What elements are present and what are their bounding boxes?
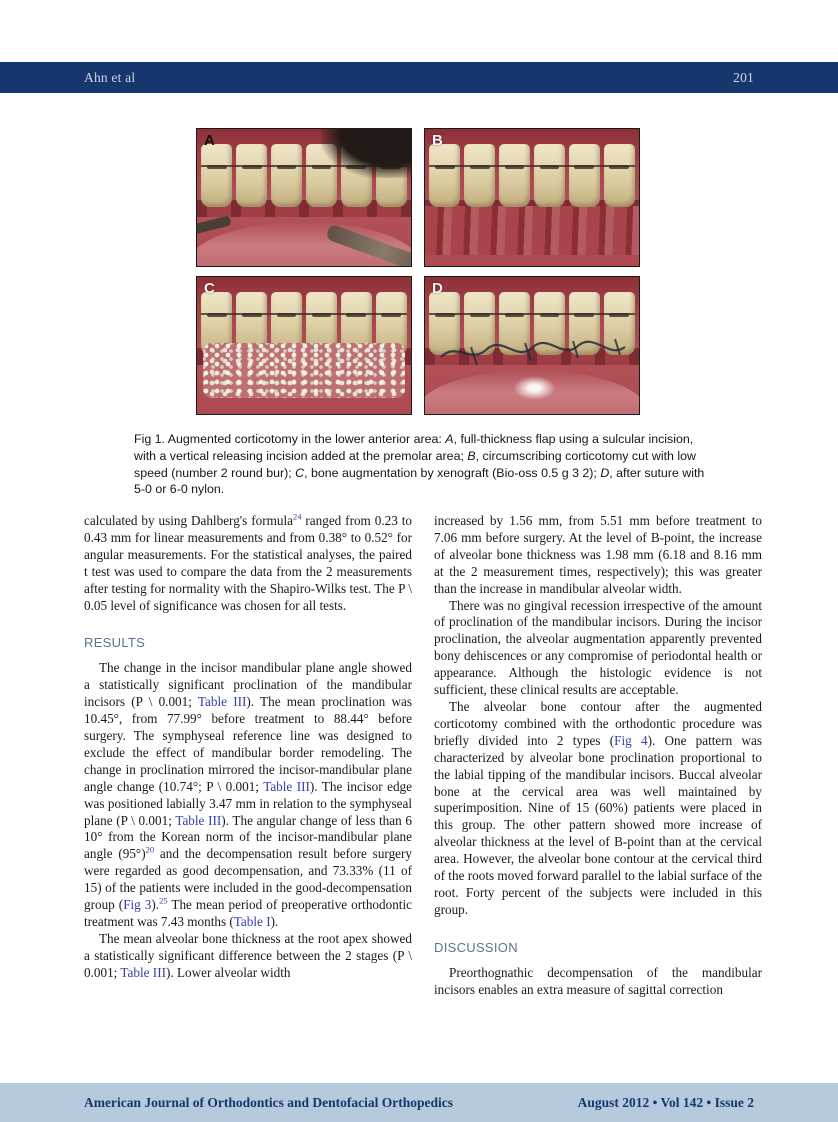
cross-reference-link[interactable]: Table III [175,812,222,828]
running-head-author: Ahn et al [84,69,136,85]
text-run: The change in the incisor mandibular plane angle showed a statistically significant proclination of the mandibular incisors (P \ 0.001; [84,660,412,710]
issue-info: August 2012 • Vol 142 • Issue 2 [577,1094,754,1110]
text-run: There was no gingival recession irrespective of the amount of proclination of the mandibular incisors. During the incisor proclination, the alveolar augmentation apparently prevented bony dehiscences or any compromise of periodontal health or appearance. Although the histologic evidence is not sufficient, these clinical results are acceptable. [434,597,762,698]
paragraph [434,598,762,699]
figure-1 [196,128,640,415]
orthodontic-wire [201,313,406,315]
text-run: increased by 1.56 mm, from 5.51 mm before treatment to 7.06 mm before surgery. At the level of B-point, the increase of alveolar bone thickness was 1.98 mm (6.18 and 8.16 mm at the 2 measurement times, respectively); this was greater than the increase in mandibular alveolar width. [434,513,762,596]
figure-panel-b [424,128,640,267]
text-run: ). The angular change of less than 6 10° from the Korean norm of the incisor-mandibular plane angle (95°) [84,812,412,862]
figure-panel-c [196,276,412,415]
figure-panel-a [196,128,412,267]
cross-reference-link[interactable]: Fig 4 [614,732,648,748]
tooth-shape [464,144,495,207]
left-column [84,513,412,998]
text-run: and the decompensation result before surgery were regarded as good decompensation, and 73.33% (11 of 15) of the patients were included in the good-decompensation group ( [84,846,412,913]
panel-label: A [204,132,215,149]
exposed-bone-texture [425,206,639,255]
footer-band [0,1083,838,1122]
tooth-shape [534,144,565,207]
reference-superscript[interactable]: 20 [145,844,155,855]
text-run: , circumscribing corticotomy cut with low speed (number 2 round bur); [134,448,696,480]
panel-label: C [204,280,215,297]
running-head-band [0,62,838,93]
text-run: , bone augmentation by xenograft (Bio-oss 0.5 g 3 2); [304,465,601,480]
orthodontic-wire [429,165,634,167]
tooth-shape [569,144,600,207]
caption-panel-letter: B [467,448,476,463]
text-run: RESULTS [84,635,146,651]
text-run: ). The incisor edge was positioned labially 3.47 mm in relation to the symphyseal plane (P \ 0.001; [84,778,412,828]
paragraph [434,965,762,999]
xenograft-material [203,343,404,398]
text-run: The mean period of preoperative orthodontic treatment was 7.43 months ( [84,897,412,929]
paragraph [84,931,412,982]
text-run: The mean alveolar bone thickness at the root apex showed a statistically significant difference between the 2 stages (P \ 0.001; [84,930,412,980]
reference-superscript[interactable]: 24 [292,511,302,522]
text-run: ). Lower alveolar width [165,964,291,980]
journal-title: American Journal of Orthodontics and Dentofacial Orthopedics [84,1094,453,1110]
paragraph [434,513,762,598]
text-run: Preorthognathic decompensation of the mandibular incisors enables an extra measure of sagittal correction [434,964,762,997]
tooth-shape [236,144,267,207]
cross-reference-link[interactable]: Fig 3 [123,897,152,913]
tooth-shape [271,144,302,207]
text-run: ranged from 0.23 to 0.43 mm for linear measurements and from 0.38° to 0.52° for angular measurements. For the statistical analyses, the paired t test was used to compare the data from the 2 measurements after testing for normality with the Shapiro-Wilks test. The P \ 0.05 level of significance was chosen for all tests. [84,513,412,613]
section-heading [84,635,412,652]
page-number: 201 [733,69,754,85]
cross-reference-link[interactable]: Table III [263,778,310,794]
paragraph [84,513,412,614]
text-run: ). The mean proclination was 10.45°, from 77.99° before treatment to 88.44° before surgery. The symphyseal reference line was designed to exclude the effect of mandibular border remodeling. The change in proclination mirrored the incisor-mandibular plane angle change (10.74°; P \ 0.001; [84,694,412,794]
paragraph [434,699,762,919]
caption-panel-letter: C [295,465,305,480]
text-run: , after suture with 5-0 or 6-0 nylon. [134,465,705,497]
article-body [84,513,762,998]
text-run: calculated by using Dahlberg's formula [84,513,293,528]
teeth-row [429,144,634,207]
paragraph [84,660,412,931]
figure-panel-d [424,276,640,415]
text-run: Fig 1. Augmented corticotomy in the lower anterior area: [134,432,446,446]
tooth-shape [429,144,460,207]
cross-reference-link[interactable]: Table I [233,913,271,929]
caption-panel-letter: A [445,432,454,446]
tooth-shape [499,144,530,207]
text-run: ). [270,913,279,929]
dental-mirror-shadow [321,129,411,178]
text-run: The alveolar bone contour after the augmented corticotomy combined with the orthodontic procedure was briefly divided into 2 types ( [434,698,762,748]
text-run: DISCUSSION [434,939,518,955]
saliva-glare [513,376,556,401]
panel-label: B [432,132,443,149]
cross-reference-link[interactable]: Table III [197,694,247,710]
text-run: , full-thickness flap using a sulcular incision, with a vertical releasing incision added at the premolar area; [134,432,694,463]
section-heading [434,940,762,957]
text-run: ). [151,897,160,913]
panel-label: D [432,280,443,297]
caption-panel-letter: D [600,465,610,480]
right-column [434,513,762,998]
tooth-shape [604,144,635,207]
text-run: ). One pattern was characterized by alveolar bone proclination proportional to the labial tipping of the mandibular incisors. Buccal alveolar bone at the cervical area was well maintained by superimposition. Nine of 15 (60%) patients were placed in this group. The other pattern showed more increase of alveolar thickness at the level of B-point than at the cervical area. However, the alveolar bone contour at the cervical third of the roots moved forward parallel to the labial surface of the root. Forty percent of the subjects were included in this group. [434,732,763,917]
tooth-shape [201,144,232,207]
figure-caption [134,431,705,498]
cross-reference-link[interactable]: Table III [120,964,166,980]
reference-superscript[interactable]: 25 [159,895,168,906]
